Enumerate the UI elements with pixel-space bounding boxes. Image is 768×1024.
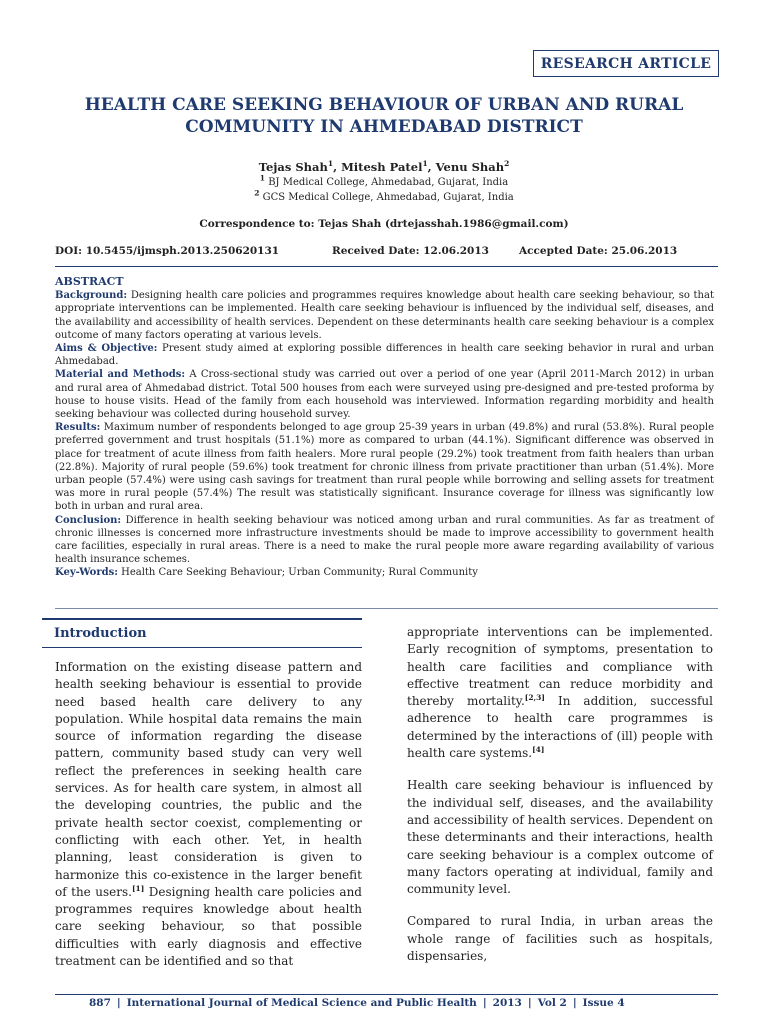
author-name: Venu Shah — [435, 160, 505, 174]
author-name: Mitesh Patel — [341, 160, 423, 174]
abstract-aims: Aims & Objective: Present study aimed at exploring possible differences in health care seeking behavior in rural and urban Ahmedabad. — [55, 343, 714, 368]
correspondence: Correspondence to: Tejas Shah (drtejasshah.1986@gmail.com) — [199, 218, 569, 230]
abstract-methods: Material and Methods: A Cross-sectional study was carried out over a period of one year (April 2011-March 2012) in urban and rural area of Ahmedabad district. Total 500 houses from each were surveyed using pre-designed and pre-tested proforma by house to house visits. Head of the family from each household was interviewed. Information regarding morbidity and health seeking behaviour was collected during household survey. — [55, 369, 714, 421]
citation: [2,3] — [524, 693, 545, 703]
section-heading-introduction: Introduction — [42, 618, 362, 648]
abstract-keywords: Key-Words: Health Care Seeking Behaviour; Urban Community; Rural Community — [55, 567, 478, 579]
abstract — [55, 275, 714, 580]
right-column — [407, 624, 713, 980]
abstract-results: Results: Maximum number of respondents belonged to age group 25-39 years in urban (49.8%) and rural (53.8%). Rural people preferred government and trust hospitals (51.1%) more as compared to urban (44.1%). Significant difference was observed in place for treatment of acute illness from faith healers. More rural people (29.2%) took treatment from faith healers than urban (22.8%). Majority of rural people (59.6%) took treatment for chronic illness from private practitioner than urban (51.4%). More urban people (57.4%) were using cash savings for treatment than rural people while borrowing and selling assets for treatment was more in rural people (57.4%) The result was statistically significant. Insurance coverage for illness was significantly low both in urban and rural area. — [55, 422, 714, 513]
left-column — [55, 659, 362, 985]
affiliation-2: $^2$ GCS Medical College, Ahmedabad, Gujarat, India — [254, 188, 514, 203]
issue: Issue 4 — [582, 997, 625, 1009]
paragraph: Information on the existing disease pattern and health seeking behaviour is essential to provide need based health care delivery to any population. While hospital data remains the main source of information regarding the disease pattern, community based study can very well reflect the preferences in seeking health care services. As for health care system, in almost all the developing countries, the public and the private health sector coexist, complementing or conflicting with each other. Yet, in health planning, least consideration is given to harmonize this co-existence in the larger benefit of the users.[1] Designing health care policies and programmes requires knowledge about health care seeking behaviour, so that possible difficulties with early diagnosis and effective treatment can be identified and so that — [55, 660, 362, 969]
abstract-heading: ABSTRACT — [55, 275, 124, 288]
page-footer: 887 | International Journal of Medical Science and Public Health | 2013 | Vol 2 | Issue 4 — [89, 997, 625, 1009]
citation: [4] — [532, 745, 545, 755]
divider — [55, 266, 718, 267]
author-name: Tejas Shah — [258, 160, 328, 174]
divider — [55, 608, 718, 609]
year: 2013 — [492, 997, 522, 1009]
volume: Vol 2 — [537, 997, 567, 1009]
article-title: HEALTH CARE SEEKING BEHAVIOUR OF URBAN AND RURAL COMMUNITY IN AHMEDABAD DISTRICT — [84, 95, 684, 137]
paragraph: appropriate interventions can be implemented. Early recognition of symptoms, presentation to health care facilities and compliance with effective treatment can reduce morbidity and thereby mortality.[2,3] In addition, successful adherence to health care programmes is determined by the interactions of (ill) people with health care systems.[4] — [407, 625, 713, 761]
abstract-background: Background: Designing health care policies and programmes requires knowledge about health care seeking behaviour, so that appropriate interventions can be implemented. Health care seeking behaviour is influenced by the individual self, diseases, and the availability and accessibility of health services. Dependent on these determinants health care seeking behaviour is a complex outcome of many factors operating at various levels. — [55, 290, 714, 341]
page-number: 887 — [89, 997, 111, 1009]
citation: [1] — [131, 883, 145, 893]
paragraph: Health care seeking behaviour is influenced by the individual self, diseases, and the availability and accessibility of health services. Dependent on these determinants and their interactions, health care seeking behaviour is a complex outcome of many factors operating at individual, family and community level. — [407, 778, 713, 897]
received-date: Received Date: 12.06.2013 — [332, 245, 489, 257]
doi: DOI: 10.5455/ijmsph.2013.250620131 — [55, 245, 280, 257]
affiliation-1: $^1$ BJ Medical College, Ahmedabad, Gujarat, India — [259, 173, 509, 188]
paragraph: Compared to rural India, in urban areas the whole range of facilities such as hospitals, dispensaries, — [407, 914, 713, 964]
accepted-date: Accepted Date: 25.06.2013 — [519, 245, 678, 257]
footer-divider — [55, 994, 718, 995]
abstract-conclusion: Conclusion: Difference in health seeking behaviour was noticed among urban and rural communities. As far as treatment of chronic illnesses is concerned more infrastructure investments should be made to improve accessibility to government health care facilities, especially in rural areas. There is a need to make the rural people more aware regarding availability of various health insurance schemes. — [55, 514, 714, 566]
journal-name: International Journal of Medical Science and Public Health — [126, 997, 477, 1009]
article-type-badge: RESEARCH ARTICLE — [533, 50, 719, 77]
author-list: Tejas Shah$^1$, Mitesh Patel$^1$, Venu Shah$^2$ — [258, 159, 510, 174]
